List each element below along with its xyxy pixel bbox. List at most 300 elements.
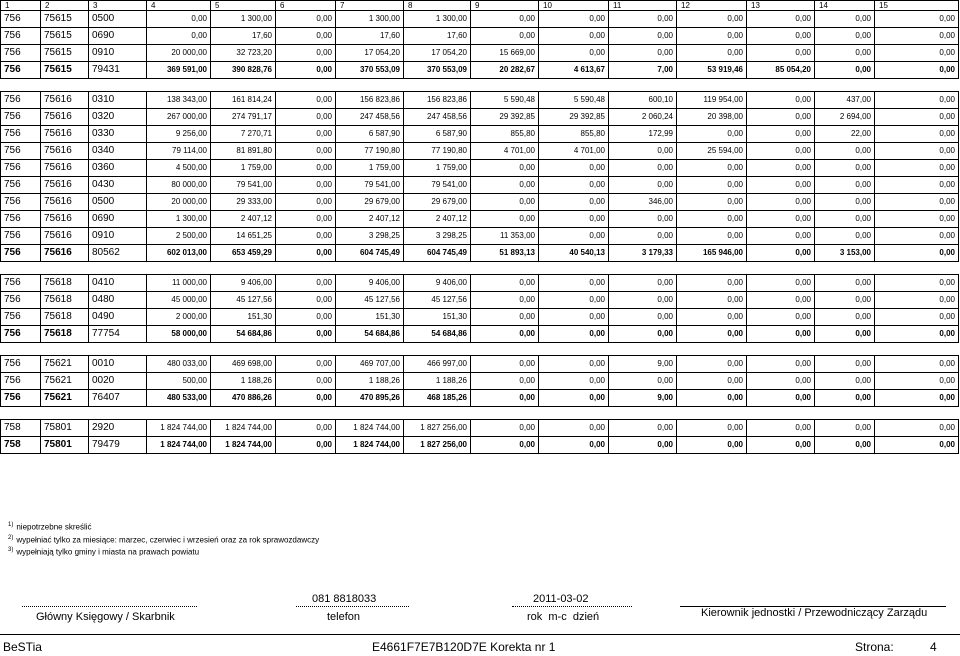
cell-col-12: 53 919,46 xyxy=(677,62,747,79)
cell-col-14: 0,00 xyxy=(815,194,875,211)
cell-col-15: 0,00 xyxy=(875,211,959,228)
cell-col-14: 0,00 xyxy=(815,326,875,343)
cell-col-3: 0690 xyxy=(89,211,147,228)
cell-col-6: 0,00 xyxy=(276,126,336,143)
table-row xyxy=(1,292,959,309)
cell-col-7: 9 406,00 xyxy=(336,275,404,292)
cell-col-12: 165 946,00 xyxy=(677,245,747,262)
table-row xyxy=(1,211,959,228)
cell-col-13: 0,00 xyxy=(747,437,815,454)
column-number: 10 xyxy=(539,1,609,11)
cell-col-5: 7 270,71 xyxy=(211,126,276,143)
cell-col-3: 0320 xyxy=(89,109,147,126)
cell-col-2: 75616 xyxy=(41,194,89,211)
system-name: BeSTia xyxy=(3,640,42,654)
cell-col-2: 75618 xyxy=(41,275,89,292)
cell-col-15: 0,00 xyxy=(875,356,959,373)
cell-col-11: 3 179,33 xyxy=(609,245,677,262)
cell-col-3: 0430 xyxy=(89,177,147,194)
cell-col-3: 80562 xyxy=(89,245,147,262)
cell-col-4: 602 013,00 xyxy=(147,245,211,262)
cell-col-2: 75616 xyxy=(41,177,89,194)
cell-col-6: 0,00 xyxy=(276,160,336,177)
cell-col-6: 0,00 xyxy=(276,373,336,390)
cell-col-12: 0,00 xyxy=(677,194,747,211)
table-row xyxy=(1,109,959,126)
cell-col-4: 1 300,00 xyxy=(147,211,211,228)
cell-col-8: 466 997,00 xyxy=(404,356,471,373)
cell-col-7: 156 823,86 xyxy=(336,92,404,109)
cell-col-12: 0,00 xyxy=(677,11,747,28)
cell-col-3: 0490 xyxy=(89,309,147,326)
cell-col-6: 0,00 xyxy=(276,143,336,160)
cell-col-11: 600,10 xyxy=(609,92,677,109)
cell-col-10: 0,00 xyxy=(539,194,609,211)
cell-col-7: 247 458,56 xyxy=(336,109,404,126)
column-number: 5 xyxy=(211,1,276,11)
cell-col-5: 9 406,00 xyxy=(211,275,276,292)
cell-col-7: 1 188,26 xyxy=(336,373,404,390)
cell-col-6: 0,00 xyxy=(276,45,336,62)
cell-col-9: 5 590,48 xyxy=(471,92,539,109)
table-row xyxy=(1,11,959,28)
cell-col-12: 0,00 xyxy=(677,309,747,326)
cell-col-7: 3 298,25 xyxy=(336,228,404,245)
cell-col-4: 2 000,00 xyxy=(147,309,211,326)
cell-col-10: 0,00 xyxy=(539,160,609,177)
cell-col-15: 0,00 xyxy=(875,373,959,390)
cell-col-10: 0,00 xyxy=(539,356,609,373)
cell-col-11: 0,00 xyxy=(609,28,677,45)
accountant-signature-line xyxy=(22,606,197,607)
cell-col-13: 0,00 xyxy=(747,390,815,407)
cell-col-2: 75801 xyxy=(41,420,89,437)
cell-col-3: 0340 xyxy=(89,143,147,160)
column-number: 3 xyxy=(89,1,147,11)
cell-col-1: 756 xyxy=(1,126,41,143)
cell-col-2: 75615 xyxy=(41,45,89,62)
cell-col-12: 0,00 xyxy=(677,373,747,390)
cell-col-4: 9 256,00 xyxy=(147,126,211,143)
cell-col-10: 0,00 xyxy=(539,437,609,454)
cell-col-3: 2920 xyxy=(89,420,147,437)
cell-col-1: 756 xyxy=(1,326,41,343)
cell-col-14: 0,00 xyxy=(815,211,875,228)
cell-col-12: 0,00 xyxy=(677,45,747,62)
cell-col-4: 1 824 744,00 xyxy=(147,420,211,437)
cell-col-5: 29 333,00 xyxy=(211,194,276,211)
cell-col-12: 0,00 xyxy=(677,356,747,373)
cell-col-2: 75616 xyxy=(41,228,89,245)
cell-col-7: 77 190,80 xyxy=(336,143,404,160)
cell-col-12: 0,00 xyxy=(677,160,747,177)
cell-col-1: 756 xyxy=(1,177,41,194)
cell-col-5: 653 459,29 xyxy=(211,245,276,262)
cell-col-4: 11 000,00 xyxy=(147,275,211,292)
spacer-row xyxy=(1,262,959,275)
cell-col-9: 0,00 xyxy=(471,194,539,211)
spacer-cell xyxy=(1,262,959,275)
cell-col-6: 0,00 xyxy=(276,292,336,309)
cell-col-9: 15 669,00 xyxy=(471,45,539,62)
table-row xyxy=(1,228,959,245)
cell-col-14: 0,00 xyxy=(815,390,875,407)
cell-col-4: 500,00 xyxy=(147,373,211,390)
cell-col-15: 0,00 xyxy=(875,160,959,177)
cell-col-4: 4 500,00 xyxy=(147,160,211,177)
cell-col-8: 2 407,12 xyxy=(404,211,471,228)
cell-col-15: 0,00 xyxy=(875,292,959,309)
cell-col-9: 0,00 xyxy=(471,326,539,343)
cell-col-11: 7,00 xyxy=(609,62,677,79)
column-number: 1 xyxy=(1,1,41,11)
cell-col-15: 0,00 xyxy=(875,143,959,160)
cell-col-9: 11 353,00 xyxy=(471,228,539,245)
cell-col-7: 29 679,00 xyxy=(336,194,404,211)
cell-col-11: 0,00 xyxy=(609,437,677,454)
cell-col-15: 0,00 xyxy=(875,228,959,245)
cell-col-3: 79479 xyxy=(89,437,147,454)
cell-col-1: 756 xyxy=(1,194,41,211)
cell-col-6: 0,00 xyxy=(276,228,336,245)
table-row xyxy=(1,194,959,211)
cell-col-15: 0,00 xyxy=(875,11,959,28)
cell-col-10: 29 392,85 xyxy=(539,109,609,126)
cell-col-6: 0,00 xyxy=(276,275,336,292)
cell-col-14: 0,00 xyxy=(815,45,875,62)
cell-col-11: 9,00 xyxy=(609,356,677,373)
cell-col-12: 0,00 xyxy=(677,228,747,245)
cell-col-13: 0,00 xyxy=(747,143,815,160)
cell-col-6: 0,00 xyxy=(276,309,336,326)
spacer-row xyxy=(1,343,959,356)
table-row xyxy=(1,126,959,143)
cell-col-6: 0,00 xyxy=(276,390,336,407)
cell-col-9: 0,00 xyxy=(471,309,539,326)
cell-col-2: 75615 xyxy=(41,62,89,79)
cell-col-1: 756 xyxy=(1,245,41,262)
cell-col-7: 1 300,00 xyxy=(336,11,404,28)
cell-col-8: 29 679,00 xyxy=(404,194,471,211)
cell-col-8: 1 827 256,00 xyxy=(404,420,471,437)
cell-col-7: 1 824 744,00 xyxy=(336,437,404,454)
cell-col-1: 756 xyxy=(1,160,41,177)
cell-col-10: 40 540,13 xyxy=(539,245,609,262)
cell-col-15: 0,00 xyxy=(875,194,959,211)
phone-value: 081 8818033 xyxy=(312,593,377,605)
cell-col-4: 480 033,00 xyxy=(147,356,211,373)
cell-col-7: 151,30 xyxy=(336,309,404,326)
cell-col-2: 75621 xyxy=(41,356,89,373)
cell-col-9: 0,00 xyxy=(471,275,539,292)
cell-col-13: 0,00 xyxy=(747,292,815,309)
cell-col-8: 3 298,25 xyxy=(404,228,471,245)
cell-col-6: 0,00 xyxy=(276,326,336,343)
cell-col-8: 9 406,00 xyxy=(404,275,471,292)
cell-col-10: 0,00 xyxy=(539,228,609,245)
cell-col-11: 0,00 xyxy=(609,228,677,245)
cell-col-1: 756 xyxy=(1,309,41,326)
cell-col-9: 0,00 xyxy=(471,28,539,45)
cell-col-14: 0,00 xyxy=(815,309,875,326)
cell-col-10: 0,00 xyxy=(539,292,609,309)
cell-col-8: 54 684,86 xyxy=(404,326,471,343)
cell-col-4: 45 000,00 xyxy=(147,292,211,309)
cell-col-12: 0,00 xyxy=(677,437,747,454)
cell-col-14: 437,00 xyxy=(815,92,875,109)
cell-col-7: 17,60 xyxy=(336,28,404,45)
cell-col-13: 0,00 xyxy=(747,211,815,228)
cell-col-5: 32 723,20 xyxy=(211,45,276,62)
cell-col-4: 138 343,00 xyxy=(147,92,211,109)
cell-col-2: 75616 xyxy=(41,211,89,228)
cell-col-3: 0360 xyxy=(89,160,147,177)
cell-col-10: 0,00 xyxy=(539,326,609,343)
cell-col-11: 0,00 xyxy=(609,45,677,62)
cell-col-2: 75616 xyxy=(41,143,89,160)
cell-col-6: 0,00 xyxy=(276,194,336,211)
cell-col-12: 0,00 xyxy=(677,420,747,437)
cell-col-11: 9,00 xyxy=(609,390,677,407)
cell-col-1: 756 xyxy=(1,62,41,79)
cell-col-7: 79 541,00 xyxy=(336,177,404,194)
cell-col-5: 161 814,24 xyxy=(211,92,276,109)
cell-col-8: 156 823,86 xyxy=(404,92,471,109)
cell-col-12: 0,00 xyxy=(677,292,747,309)
cell-col-13: 0,00 xyxy=(747,194,815,211)
cell-col-9: 0,00 xyxy=(471,390,539,407)
footer-rule xyxy=(0,634,960,635)
cell-col-12: 0,00 xyxy=(677,390,747,407)
cell-col-7: 6 587,90 xyxy=(336,126,404,143)
phone-label: telefon xyxy=(327,611,361,623)
cell-col-6: 0,00 xyxy=(276,11,336,28)
column-number: 8 xyxy=(404,1,471,11)
cell-col-2: 75618 xyxy=(41,326,89,343)
cell-col-9: 0,00 xyxy=(471,437,539,454)
cell-col-15: 0,00 xyxy=(875,390,959,407)
cell-col-3: 0500 xyxy=(89,194,147,211)
column-number: 12 xyxy=(677,1,747,11)
cell-col-1: 756 xyxy=(1,143,41,160)
cell-col-10: 0,00 xyxy=(539,420,609,437)
cell-col-8: 79 541,00 xyxy=(404,177,471,194)
subtotal-row xyxy=(1,62,959,79)
cell-col-15: 0,00 xyxy=(875,245,959,262)
cell-col-10: 0,00 xyxy=(539,390,609,407)
table-row xyxy=(1,373,959,390)
cell-col-12: 0,00 xyxy=(677,28,747,45)
cell-col-14: 0,00 xyxy=(815,275,875,292)
cell-col-12: 0,00 xyxy=(677,177,747,194)
head-label: Kierownik jednostki / Przewodniczący Zarządu xyxy=(701,607,928,619)
cell-col-8: 6 587,90 xyxy=(404,126,471,143)
cell-col-5: 54 684,86 xyxy=(211,326,276,343)
cell-col-15: 0,00 xyxy=(875,28,959,45)
cell-col-10: 855,80 xyxy=(539,126,609,143)
cell-col-2: 75618 xyxy=(41,309,89,326)
cell-col-3: 0480 xyxy=(89,292,147,309)
cell-col-1: 756 xyxy=(1,45,41,62)
cell-col-11: 0,00 xyxy=(609,177,677,194)
cell-col-15: 0,00 xyxy=(875,109,959,126)
cell-col-8: 45 127,56 xyxy=(404,292,471,309)
cell-col-9: 0,00 xyxy=(471,11,539,28)
cell-col-5: 81 891,80 xyxy=(211,143,276,160)
cell-col-1: 758 xyxy=(1,420,41,437)
cell-col-2: 75616 xyxy=(41,109,89,126)
cell-col-1: 756 xyxy=(1,228,41,245)
subtotal-row xyxy=(1,245,959,262)
cell-col-5: 390 828,76 xyxy=(211,62,276,79)
cell-col-10: 4 613,67 xyxy=(539,62,609,79)
cell-col-15: 0,00 xyxy=(875,275,959,292)
cell-col-13: 0,00 xyxy=(747,45,815,62)
cell-col-3: 0500 xyxy=(89,11,147,28)
cell-col-12: 0,00 xyxy=(677,211,747,228)
cell-col-15: 0,00 xyxy=(875,92,959,109)
cell-col-10: 5 590,48 xyxy=(539,92,609,109)
cell-col-4: 20 000,00 xyxy=(147,45,211,62)
cell-col-14: 0,00 xyxy=(815,437,875,454)
cell-col-13: 0,00 xyxy=(747,420,815,437)
cell-col-2: 75621 xyxy=(41,373,89,390)
cell-col-8: 17 054,20 xyxy=(404,45,471,62)
cell-col-13: 0,00 xyxy=(747,326,815,343)
cell-col-2: 75621 xyxy=(41,390,89,407)
cell-col-11: 0,00 xyxy=(609,292,677,309)
cell-col-12: 20 398,00 xyxy=(677,109,747,126)
cell-col-7: 469 707,00 xyxy=(336,356,404,373)
cell-col-1: 756 xyxy=(1,390,41,407)
cell-col-4: 480 533,00 xyxy=(147,390,211,407)
cell-col-12: 25 594,00 xyxy=(677,143,747,160)
table-row xyxy=(1,420,959,437)
cell-col-6: 0,00 xyxy=(276,356,336,373)
column-number: 6 xyxy=(276,1,336,11)
cell-col-2: 75616 xyxy=(41,92,89,109)
cell-col-14: 0,00 xyxy=(815,160,875,177)
cell-col-8: 604 745,49 xyxy=(404,245,471,262)
cell-col-5: 1 188,26 xyxy=(211,373,276,390)
spacer-cell xyxy=(1,343,959,356)
cell-col-8: 17,60 xyxy=(404,28,471,45)
cell-col-4: 267 000,00 xyxy=(147,109,211,126)
cell-col-1: 756 xyxy=(1,292,41,309)
cell-col-4: 0,00 xyxy=(147,28,211,45)
cell-col-9: 51 893,13 xyxy=(471,245,539,262)
cell-col-13: 0,00 xyxy=(747,160,815,177)
cell-col-7: 2 407,12 xyxy=(336,211,404,228)
cell-col-3: 76407 xyxy=(89,390,147,407)
cell-col-8: 1 827 256,00 xyxy=(404,437,471,454)
column-number: 11 xyxy=(609,1,677,11)
cell-col-14: 0,00 xyxy=(815,177,875,194)
cell-col-4: 369 591,00 xyxy=(147,62,211,79)
cell-col-6: 0,00 xyxy=(276,28,336,45)
footnotes xyxy=(8,520,319,558)
cell-col-12: 0,00 xyxy=(677,326,747,343)
cell-col-12: 0,00 xyxy=(677,126,747,143)
column-number: 9 xyxy=(471,1,539,11)
cell-col-5: 151,30 xyxy=(211,309,276,326)
cell-col-15: 0,00 xyxy=(875,177,959,194)
cell-col-2: 75618 xyxy=(41,292,89,309)
cell-col-5: 17,60 xyxy=(211,28,276,45)
cell-col-10: 4 701,00 xyxy=(539,143,609,160)
table-row xyxy=(1,309,959,326)
table-row xyxy=(1,45,959,62)
spacer-row xyxy=(1,79,959,92)
column-number: 4 xyxy=(147,1,211,11)
cell-col-14: 0,00 xyxy=(815,28,875,45)
table-row xyxy=(1,356,959,373)
cell-col-7: 45 127,56 xyxy=(336,292,404,309)
document-id: E4661F7E7B120D7E Korekta nr 1 xyxy=(372,640,556,654)
cell-col-14: 2 694,00 xyxy=(815,109,875,126)
cell-col-13: 0,00 xyxy=(747,28,815,45)
cell-col-15: 0,00 xyxy=(875,326,959,343)
cell-col-13: 0,00 xyxy=(747,109,815,126)
cell-col-15: 0,00 xyxy=(875,420,959,437)
subtotal-row xyxy=(1,437,959,454)
column-number: 13 xyxy=(747,1,815,11)
column-number: 14 xyxy=(815,1,875,11)
cell-col-6: 0,00 xyxy=(276,420,336,437)
cell-col-4: 79 114,00 xyxy=(147,143,211,160)
cell-col-13: 0,00 xyxy=(747,373,815,390)
cell-col-6: 0,00 xyxy=(276,109,336,126)
cell-col-14: 3 153,00 xyxy=(815,245,875,262)
cell-col-3: 0910 xyxy=(89,228,147,245)
column-number-row xyxy=(1,1,959,11)
cell-col-12: 119 954,00 xyxy=(677,92,747,109)
cell-col-7: 604 745,49 xyxy=(336,245,404,262)
cell-col-6: 0,00 xyxy=(276,62,336,79)
table-row xyxy=(1,275,959,292)
cell-col-11: 0,00 xyxy=(609,309,677,326)
cell-col-7: 54 684,86 xyxy=(336,326,404,343)
cell-col-3: 0310 xyxy=(89,92,147,109)
cell-col-3: 0010 xyxy=(89,356,147,373)
cell-col-8: 1 300,00 xyxy=(404,11,471,28)
cell-col-14: 0,00 xyxy=(815,62,875,79)
cell-col-15: 0,00 xyxy=(875,126,959,143)
cell-col-8: 77 190,80 xyxy=(404,143,471,160)
spacer-cell xyxy=(1,79,959,92)
cell-col-5: 2 407,12 xyxy=(211,211,276,228)
cell-col-6: 0,00 xyxy=(276,437,336,454)
cell-col-6: 0,00 xyxy=(276,211,336,228)
cell-col-8: 1 188,26 xyxy=(404,373,471,390)
cell-col-6: 0,00 xyxy=(276,177,336,194)
cell-col-3: 0330 xyxy=(89,126,147,143)
cell-col-8: 468 185,26 xyxy=(404,390,471,407)
cell-col-14: 0,00 xyxy=(815,228,875,245)
cell-col-8: 151,30 xyxy=(404,309,471,326)
cell-col-2: 75616 xyxy=(41,160,89,177)
cell-col-13: 0,00 xyxy=(747,177,815,194)
cell-col-11: 0,00 xyxy=(609,143,677,160)
cell-col-9: 0,00 xyxy=(471,373,539,390)
cell-col-1: 756 xyxy=(1,373,41,390)
cell-col-4: 1 824 744,00 xyxy=(147,437,211,454)
column-number: 15 xyxy=(875,1,959,11)
cell-col-3: 0410 xyxy=(89,275,147,292)
cell-col-14: 0,00 xyxy=(815,292,875,309)
cell-col-14: 0,00 xyxy=(815,373,875,390)
cell-col-1: 756 xyxy=(1,28,41,45)
